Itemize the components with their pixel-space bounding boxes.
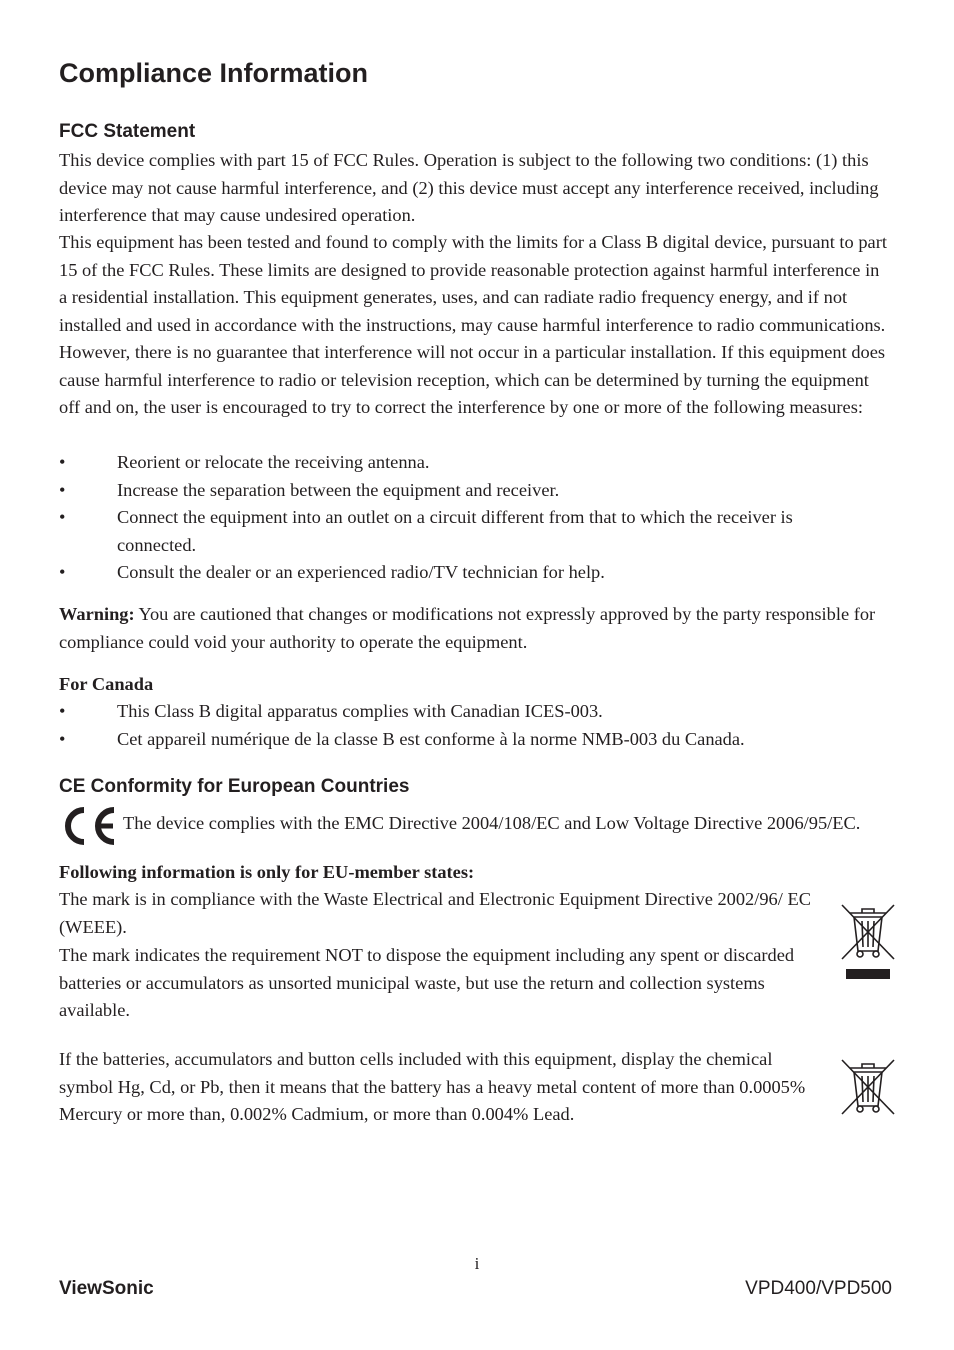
bullet-icon: • [59, 479, 66, 500]
page-number: i [474, 1254, 480, 1273]
list-item: • Connect the equipment into an outlet on a circuit different from that to which the receiver is connected. [59, 504, 859, 559]
warning-label: Warning: [59, 604, 135, 624]
canada-heading: For Canada [59, 674, 154, 694]
bullet-icon: • [59, 452, 66, 472]
fcc-paragraph-1: This device complies with part 15 of FCC Rules. Operation is subject to the following two conditions: (1) this device may not cause harmful interference, and (2) this device must accept any interference received, including interference that may cause undesired operation. [59, 150, 879, 225]
bullet-icon: • [59, 728, 66, 749]
crossed-bin-icon [840, 903, 896, 983]
list-item: • This Class B digital apparatus complies with Canadian ICES-003. [59, 698, 859, 726]
bullet-icon: • [59, 562, 66, 582]
fcc-measures-list [59, 449, 859, 587]
crossed-bin-icon [840, 1058, 896, 1116]
page-title: Compliance Information [59, 58, 369, 88]
weee-paragraph-1: The mark is in compliance with the Waste Electrical and Electronic Equipment Directive 2002/96/ EC (WEEE). [59, 889, 811, 937]
footer-brand: ViewSonic [59, 1278, 154, 1299]
fcc-heading: FCC Statement [59, 121, 196, 142]
warning-paragraph [59, 601, 889, 656]
canada-list [59, 698, 859, 753]
battery-paragraph: If the batteries, accumulators and button cells included with this equipment, display the chemical symbol Hg, Cd, or Pb, then it means that the battery has a heavy metal content of more than 0.0005% Mercury or more than, 0.002% Cadmium, or more than 0.004% Lead. [59, 1049, 806, 1124]
list-item: • Reorient or relocate the receiving antenna. [59, 449, 859, 477]
fcc-paragraph-2: This equipment has been tested and found to comply with the limits for a Class B digital device, pursuant to part 15 of the FCC Rules. These limits are designed to provide reasonable protection against harmful interference in a residential installation. This equipment generates, uses, and can radiate radio frequency energy, and if not installed and used in accordance with the instructions, may cause harmful interference to radio communications. However, there is no guarantee that interference will not occur in a particular installation. If this equipment does cause harmful interference to radio or television reception, which can be determined by turning the equipment off and on, the user is encouraged to try to correct the interference by one or more of the following measures: [59, 232, 887, 417]
ce-statement: The device complies with the EMC Directive 2004/108/EC and Low Voltage Directive 2006/95/EC. [123, 813, 861, 833]
warning-text: You are cautioned that changes or modifications not expressly approved by the party responsible for compliance could void your authority to operate the equipment. [59, 604, 876, 652]
list-item: • Cet appareil numérique de la classe B est conforme à la norme NMB-003 du Canada. [59, 726, 859, 754]
bullet-icon: • [59, 701, 66, 721]
list-item: • Consult the dealer or an experienced radio/TV technician for help. [59, 559, 859, 587]
footer-model: VPD400/VPD500 [745, 1278, 892, 1299]
eu-heading: Following information is only for EU-member states: [59, 862, 475, 882]
ce-mark-icon [58, 804, 118, 848]
weee-paragraph-2: The mark indicates the requirement NOT to dispose the equipment including any spent or discarded batteries or accumulators as unsorted municipal waste, but use the return and collection systems available. [59, 945, 795, 1020]
list-item: • Increase the separation between the equipment and receiver. [59, 477, 859, 505]
bullet-icon: • [59, 507, 66, 527]
ce-heading: CE Conformity for European Countries [59, 776, 410, 797]
